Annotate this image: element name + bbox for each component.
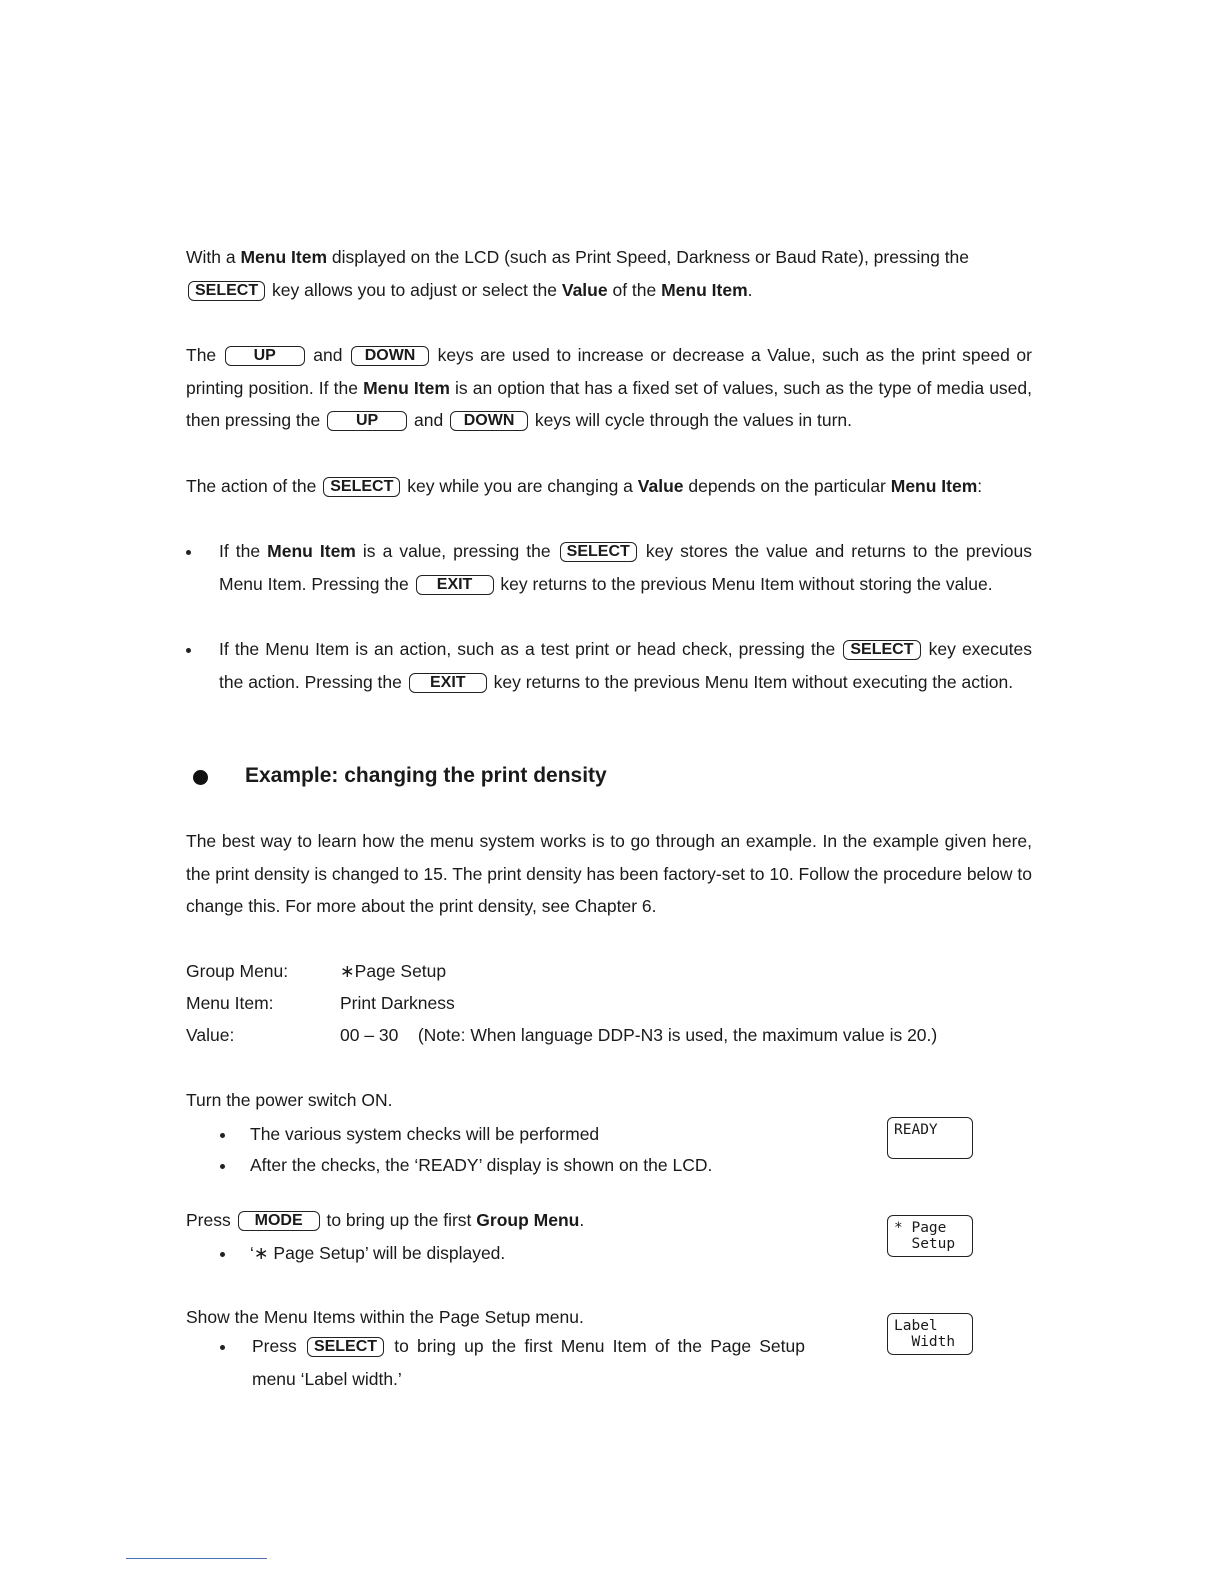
step-2-title: Press MODE to bring up the first Group Menu. [186,1210,585,1230]
heading-bullet-icon [193,770,208,785]
lcd-display-label-width: Label Width [887,1313,973,1355]
step-3-title: Show the Menu Items within the Page Setup menu. [186,1307,584,1327]
select-key: SELECT [843,640,920,660]
down-key: DOWN [450,411,528,431]
settings-label: Menu Item: [186,993,274,1013]
up-key: UP [225,346,305,366]
step-1-item: The various system checks will be performed [250,1124,600,1144]
select-key: SELECT [307,1337,384,1357]
settings-value: Print Darkness [340,993,455,1013]
settings-value: ∗Page Setup [340,961,447,981]
bullet-icon [220,1164,225,1169]
step-2-item: ‘∗ Page Setup’ will be displayed. [250,1243,506,1263]
select-key: SELECT [323,477,400,497]
exit-key: EXIT [416,575,494,595]
select-key: SELECT [560,542,637,562]
settings-label: Group Menu: [186,961,289,981]
bullet-icon [220,1252,225,1257]
bullet-action-item: If the Menu Item is an action, such as a test print or head check, pressing the SELECT key executes the action. Pressing the EXIT key returns to the previous Menu Item without executing the action. [219,639,1032,692]
step-3-item: Press SELECT to bring up the first Menu Item of the Page Setup menu ‘Label width.’ [252,1336,805,1389]
footer-divider [126,1558,267,1559]
bullet-icon [186,550,191,555]
step-1-item: After the checks, the ‘READY’ display is shown on the LCD. [250,1155,713,1175]
settings-value: 00 – 30 (Note: When language DDP-N3 is used, the maximum value is 20.) [340,1025,938,1045]
bullet-icon [220,1345,225,1350]
paragraph-select-key: With a Menu Item displayed on the LCD (such as Print Speed, Darkness or Baud Rate), pressing the SELECT key allows you to adjust or select the Value of the Menu Item. [186,247,970,300]
lcd-display-ready: READY [887,1117,973,1159]
up-key: UP [327,411,407,431]
step-1-title: Turn the power switch ON. [186,1090,393,1110]
down-key: DOWN [351,346,429,366]
lcd-display-page-setup: * Page Setup [887,1215,973,1257]
settings-label: Value: [186,1025,235,1045]
exit-key: EXIT [409,673,487,693]
select-key: SELECT [188,281,265,301]
paragraph-example-intro: The best way to learn how the menu system works is to go through an example. In the example given here, the print density is changed to 15. The print density has been factory-set to 10. Follow the procedure below to change this. For more about the print density, see Chapter 6. [186,831,1033,916]
bullet-icon [220,1133,225,1138]
paragraph-up-down-keys: The UP and DOWN keys are used to increase or decrease a Value, such as the print speed or printing position. If the Menu Item is an option that has a fixed set of values, such as the type of media used, then pressing the UP and DOWN keys will cycle through the values in turn. [186,345,1033,430]
bullet-icon [186,648,191,653]
paragraph-select-action: The action of the SELECT key while you are changing a Value depends on the particular Menu Item: [186,476,983,496]
mode-key: MODE [238,1211,320,1231]
section-heading: Example: changing the print density [245,764,607,787]
bullet-value-item: If the Menu Item is a value, pressing the SELECT key stores the value and returns to the previous Menu Item. Pressing the EXIT key returns to the previous Menu Item without storing the value. [219,541,1032,594]
